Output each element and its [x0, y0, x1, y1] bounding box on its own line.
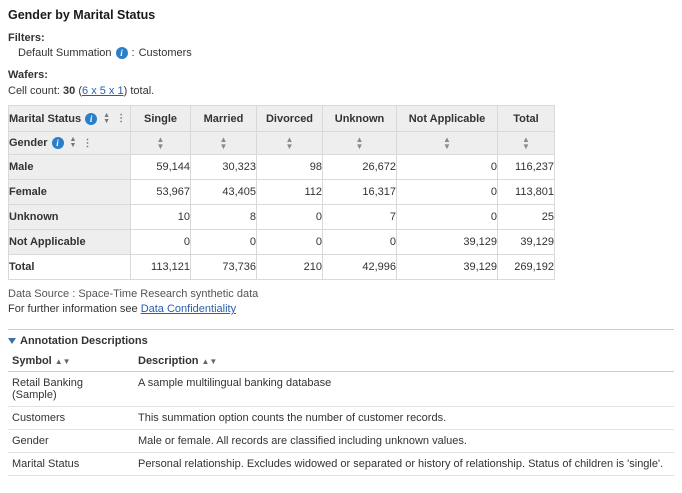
- filter-name: Default Summation: [18, 47, 112, 59]
- cell-unknown-single: 10: [131, 205, 191, 230]
- crosstab-table: [8, 105, 555, 280]
- annotation-symbol: Customers: [8, 407, 134, 430]
- annotation-symbol: Marital Status: [8, 453, 134, 476]
- cell-female-divorced: 112: [257, 180, 323, 205]
- annotation-heading-label: Annotation Descriptions: [20, 335, 148, 347]
- gender-header-label: Gender: [9, 137, 48, 149]
- cell-total-not-applicable: 39,129: [397, 255, 498, 280]
- cell-unknown-married: 8: [191, 205, 257, 230]
- row-header-unknown: Unknown: [9, 205, 131, 230]
- column-header-single[interactable]: Single: [131, 106, 191, 132]
- list-item: [8, 372, 674, 407]
- cell-unknown-unknown: 7: [323, 205, 397, 230]
- further-info-prefix: For further information see: [8, 303, 138, 315]
- table-row: [9, 205, 555, 230]
- cell-female-not-applicable: 0: [397, 180, 498, 205]
- sort-control-married[interactable]: ▲ ▼: [191, 132, 257, 155]
- sort-control-total[interactable]: ▲ ▼: [498, 132, 555, 155]
- row-header-female: Female: [9, 180, 131, 205]
- cell-count-prefix: Cell count:: [8, 85, 60, 97]
- cell-count-close-paren: ): [123, 85, 128, 97]
- cell-total-married: 73,736: [191, 255, 257, 280]
- info-icon[interactable]: i: [116, 47, 128, 59]
- data-confidentiality-link[interactable]: Data Confidentiality: [140, 303, 237, 315]
- cell-na-total: 39,129: [498, 230, 555, 255]
- table-row: [9, 155, 555, 180]
- cell-unknown-divorced: 0: [257, 205, 323, 230]
- cell-count-line: [8, 85, 674, 97]
- cell-female-unknown: 16,317: [323, 180, 397, 205]
- cell-na-married: 0: [191, 230, 257, 255]
- wafer-dimensions-link[interactable]: 6 x 5 x 1: [82, 85, 124, 97]
- annotation-descriptions-header[interactable]: [8, 329, 674, 347]
- info-icon[interactable]: i: [52, 137, 64, 149]
- annotations-table: [8, 353, 674, 476]
- filter-separator: :: [131, 47, 135, 59]
- annotations-column-description-label: Description: [138, 355, 199, 367]
- cell-count-open-paren: (: [78, 85, 83, 97]
- cell-male-divorced: 98: [257, 155, 323, 180]
- cell-female-total: 113,801: [498, 180, 555, 205]
- cell-male-not-applicable: 0: [397, 155, 498, 180]
- sort-control-single[interactable]: ▲ ▼: [131, 132, 191, 155]
- annotations-column-description[interactable]: [134, 353, 674, 372]
- filters-label: Filters:: [8, 32, 45, 44]
- sort-icon[interactable]: ▲▼: [201, 357, 218, 366]
- annotation-description: Male or female. All records are classified including unknown values.: [134, 430, 674, 453]
- column-header-total[interactable]: Total: [498, 106, 555, 132]
- cell-count-value: 30: [63, 85, 76, 97]
- column-header-unknown[interactable]: Unknown: [323, 106, 397, 132]
- annotation-symbol: Retail Banking (Sample): [8, 372, 134, 407]
- cell-male-unknown: 26,672: [323, 155, 397, 180]
- cell-male-single: 59,144: [131, 155, 191, 180]
- sort-toggle-icon[interactable]: ▲ ▼: [69, 136, 77, 149]
- cell-female-married: 43,405: [191, 180, 257, 205]
- table-header-row: [9, 106, 555, 132]
- row-header-male: Male: [9, 155, 131, 180]
- info-icon[interactable]: i: [85, 113, 97, 125]
- table-row: [9, 255, 555, 280]
- annotations-column-symbol[interactable]: [8, 353, 134, 372]
- list-item: [8, 407, 674, 430]
- cell-count-suffix: total.: [130, 85, 155, 97]
- annotation-description: This summation option counts the number of customer records.: [134, 407, 674, 430]
- column-header-married[interactable]: Married: [191, 106, 257, 132]
- cell-total-single: 113,121: [131, 255, 191, 280]
- list-item: [8, 453, 674, 476]
- annotation-description: A sample multilingual banking database: [134, 372, 674, 407]
- column-header-divorced[interactable]: Divorced: [257, 106, 323, 132]
- sort-control-not-applicable[interactable]: ▲ ▼: [397, 132, 498, 155]
- corner-header-gender[interactable]: [9, 132, 131, 155]
- cell-na-not-applicable: 39,129: [397, 230, 498, 255]
- cell-total-unknown: 42,996: [323, 255, 397, 280]
- filter-row: [18, 47, 674, 59]
- sort-control-divorced[interactable]: ▲ ▼: [257, 132, 323, 155]
- corner-header-marital-status[interactable]: [9, 106, 131, 132]
- cell-na-unknown: 0: [323, 230, 397, 255]
- cell-unknown-total: 25: [498, 205, 555, 230]
- page-title: Gender by Marital Status: [8, 8, 156, 22]
- annotation-symbol: Gender: [8, 430, 134, 453]
- column-header-not-applicable[interactable]: Not Applicable: [397, 106, 498, 132]
- wafers-label: Wafers:: [8, 69, 48, 81]
- table-sort-row: [9, 132, 555, 155]
- cell-male-total: 116,237: [498, 155, 555, 180]
- table-row: [9, 230, 555, 255]
- cell-unknown-not-applicable: 0: [397, 205, 498, 230]
- menu-kebab-icon[interactable]: ⋮: [116, 113, 127, 124]
- annotations-header-row: [8, 353, 674, 372]
- cell-total-total: 269,192: [498, 255, 555, 280]
- annotation-description: Personal relationship. Excludes widowed or separated or history of relationship. Status of children is 'single'.: [134, 453, 674, 476]
- sort-icon[interactable]: ▲▼: [54, 357, 71, 366]
- row-header-total: Total: [9, 255, 131, 280]
- cell-male-married: 30,323: [191, 155, 257, 180]
- data-source-text: Data Source : Space-Time Research synthetic data: [8, 288, 259, 300]
- further-information-line: [8, 303, 674, 315]
- list-item: [8, 430, 674, 453]
- sort-toggle-icon[interactable]: ▲ ▼: [103, 111, 111, 125]
- cell-total-divorced: 210: [257, 255, 323, 280]
- cell-female-single: 53,967: [131, 180, 191, 205]
- table-row: [9, 180, 555, 205]
- collapse-triangle-icon[interactable]: [8, 338, 16, 344]
- annotations-column-symbol-label: Symbol: [12, 355, 52, 367]
- filter-value: Customers: [138, 47, 192, 59]
- corner-header-label: Marital Status: [9, 112, 82, 125]
- cell-na-divorced: 0: [257, 230, 323, 255]
- row-header-not-applicable: Not Applicable: [9, 230, 131, 255]
- sort-control-unknown[interactable]: ▲ ▼: [323, 132, 397, 155]
- menu-kebab-icon[interactable]: ⋮: [82, 137, 93, 149]
- cell-na-single: 0: [131, 230, 191, 255]
